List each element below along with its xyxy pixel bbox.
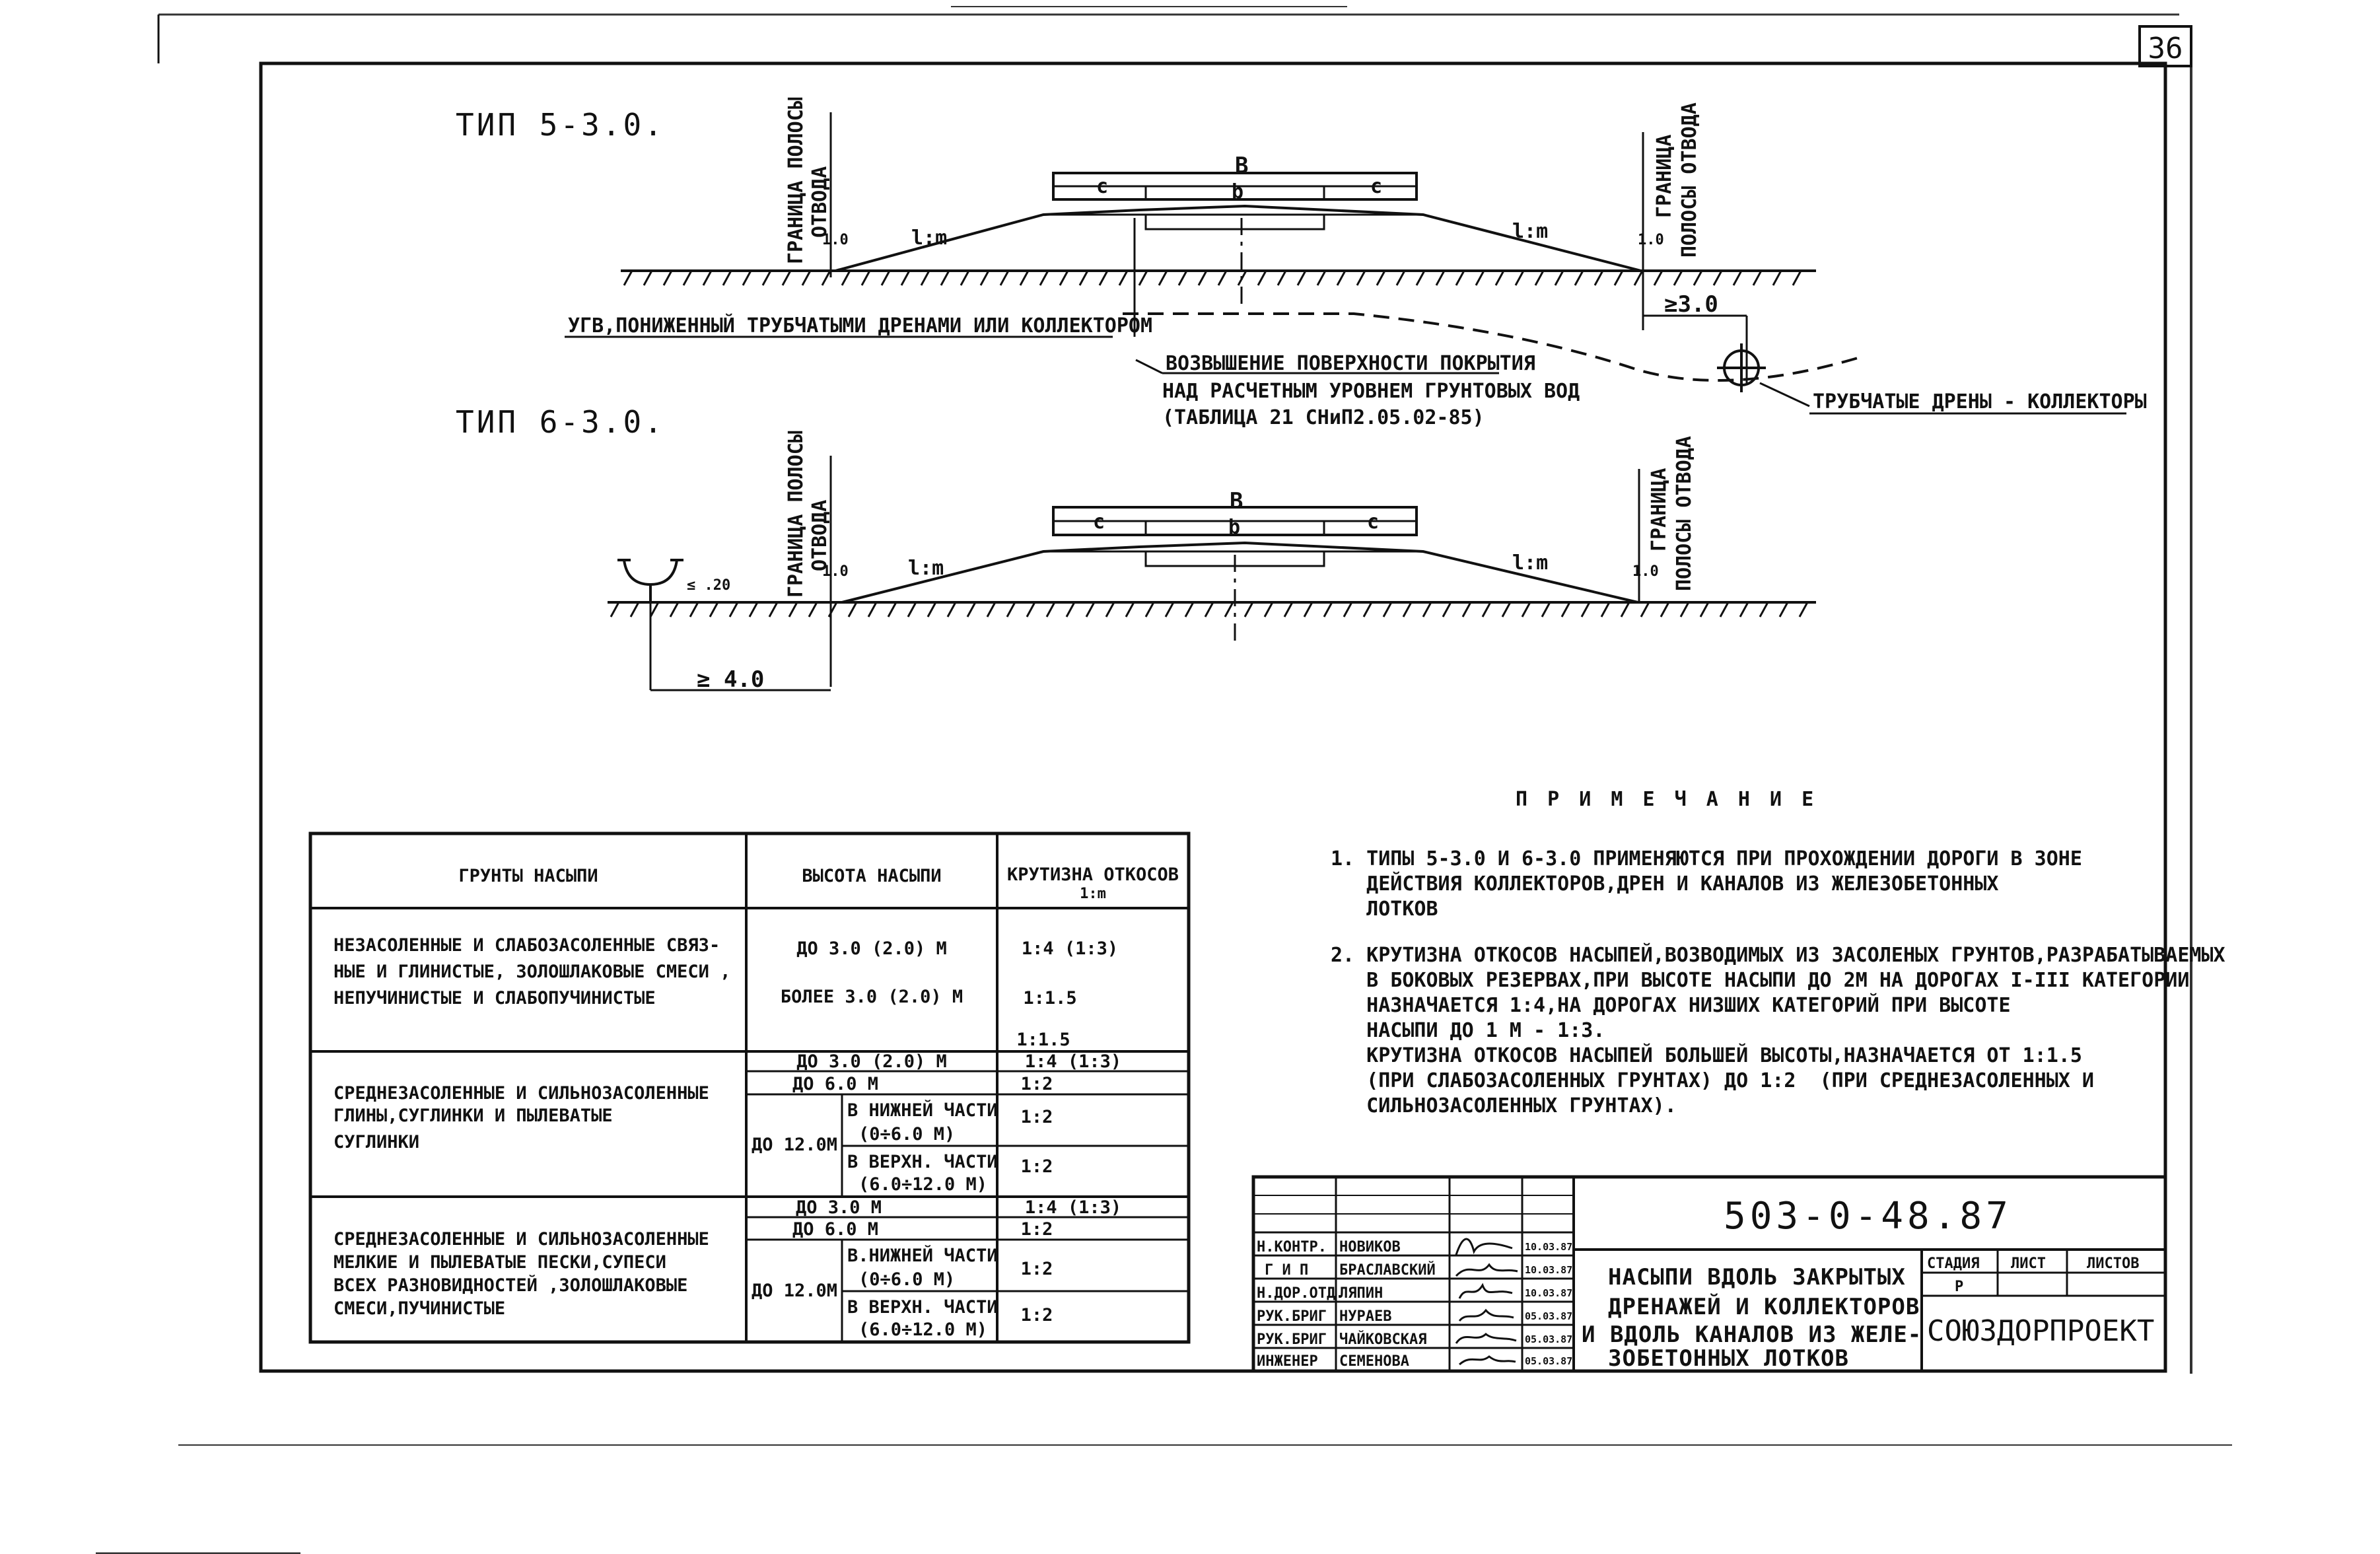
drawing-code: 503-0-48.87 <box>1724 1195 2012 1238</box>
group2-soil: СРЕДНЕЗАСОЛЕННЫЕ И СИЛЬНОЗАСОЛЕННЫЕ ГЛИНЫ,СУГЛИНКИ И ПЫЛЕВАТЫЕ СУГЛИНКИ <box>333 1083 709 1152</box>
person-role-4: РУК.БРИГ <box>1257 1308 1327 1325</box>
drain-label: ТРУБЧАТЫЕ ДРЕНЫ - КОЛЛЕКТОРЫ <box>1813 390 2147 413</box>
shoulder-label-right: c <box>1370 175 1383 198</box>
group1-soil: НЕЗАСОЛЕННЫЕ И СЛАБОЗАСОЛЕННЫЕ СВЯЗ- НЫЕ И ГЛИНИСТЫЕ, ЗОЛОШЛАКОВЫЕ СМЕСИ , НЕПУЧИНИСТЫЕ И СЛАБОПУЧИНИСТЫЕ <box>333 935 731 1008</box>
group3-sub2: В ВЕРХН. ЧАСТИ (6.0÷12.0 М) <box>847 1297 998 1340</box>
type-6-section <box>456 404 1816 693</box>
shoulder-label-right-6: c <box>1367 511 1380 534</box>
group3-height2: ДО 6.0 М <box>792 1219 879 1240</box>
person-date-6: 05.03.87 <box>1525 1355 1573 1367</box>
width-label-6: B <box>1230 488 1243 514</box>
group2-slope3: 1:2 <box>1020 1107 1053 1127</box>
ground-hatching <box>624 271 1801 285</box>
ground-hatching-6 <box>611 602 1807 617</box>
table-header-ratio: 1:m <box>1080 886 1106 902</box>
person-date-5: 05.03.87 <box>1525 1333 1573 1345</box>
person-date-4: 05.03.87 <box>1525 1310 1573 1322</box>
person-date-2: 10.03.87 <box>1525 1264 1573 1276</box>
carriageway-label: b <box>1232 180 1244 203</box>
group3-slope2: 1:2 <box>1020 1219 1053 1240</box>
right-boundary-text: ГРАНИЦА ПОЛОСЫ ОТВОДА <box>1653 102 1701 258</box>
concrete-flume-icon <box>617 560 683 602</box>
group1-slope2: 1:1.5 <box>1023 988 1077 1008</box>
group3-slope3: 1:2 <box>1020 1259 1053 1279</box>
type-5-section <box>456 85 2147 429</box>
drain-pipe-symbol <box>1717 343 1766 392</box>
group2-sub2: В ВЕРХН. ЧАСТИ (6.0÷12.0 М) <box>847 1152 998 1195</box>
group3-height3: ДО 12.0М <box>751 1281 838 1301</box>
group1-height2: БОЛЕЕ 3.0 (2.0) М <box>780 987 963 1007</box>
type-5-title: ТИП 5-3.0. <box>456 107 665 143</box>
soil-table-text <box>333 865 1179 1340</box>
title-block-text <box>1257 1195 2154 1372</box>
slope-label-left-6: l:m <box>908 557 944 580</box>
shoulder-label-left-6: c <box>1093 511 1105 534</box>
table-header-slope: КРУТИЗНА ОТКОСОВ <box>1006 865 1179 885</box>
group3-height1: ДО 3.0 М <box>795 1197 882 1218</box>
sheet-number: 36 <box>2148 32 2183 65</box>
drawing-title: НАСЫПИ ВДОЛЬ ЗАКРЫТЫХ ДРЕНАЖЕЙ И КОЛЛЕКТОРОВ И ВДОЛЬ КАНАЛОВ ИЗ ЖЕЛЕ- ЗОБЕТОННЫХ ЛОТКОВ <box>1582 1264 1922 1372</box>
person-name-2: БРАСЛАВСКИЙ <box>1339 1262 1436 1279</box>
shoulder-label-left: c <box>1096 175 1109 198</box>
drain-distance: ≥3.0 <box>1664 291 1718 318</box>
person-name-1: НОВИКОВ <box>1339 1239 1401 1255</box>
width-label: B <box>1235 153 1249 179</box>
person-name-5: ЧАЙКОВСКАЯ <box>1339 1331 1427 1348</box>
left-offset: 1.0 <box>822 232 849 248</box>
notes-text: 1. ТИПЫ 5-3.0 И 6-3.0 ПРИМЕНЯЮТСЯ ПРИ ПРОХОЖДЕНИИ ДОРОГИ В ЗОНЕ ДЕЙСТВИЯ КОЛЛЕКТОРОВ,ДРЕН И КАНАЛОВ ИЗ ЖЕЛЕЗОБЕТОННЫХ ЛОТКОВ 2. КРУТИЗНА ОТКОСОВ НАСЫПЕЙ,ВОЗВОДИМЫХ ИЗ ЗАСОЛЕНЫХ ГРУНТОВ,РАЗРАБАТЫВАЕМЫХ В БОКОВЫХ РЕЗЕРВАХ,ПРИ ВЫСОТЕ НАСЫПИ ДО 2М НА ДОРОГАХ I-III КАТЕГОРИИ НАЗНАЧАЕТСЯ 1:4,НА ДОРОГАХ НИЗШИХ КАТЕГОРИЙ ПРИ ВЫСОТЕ НАСЫПИ ДО 1 М - 1:3. КРУТИЗНА ОТКОСОВ НАСЫПЕЙ БОЛЬШЕЙ ВЫСОТЫ,НАЗНАЧАЕТСЯ ОТ 1:1.5 (ПРИ СЛАБОЗАСОЛЕННЫХ ГРУНТАХ) ДО 1:2 (ПРИ СРЕДНЕЗАСОЛЕННЫХ И СИЛЬНОЗАСОЛЕННЫХ ГРУНТАХ). <box>1331 847 2225 1117</box>
slope-label-right: l:m <box>1512 220 1549 243</box>
type-6-title: ТИП 6-3.0. <box>456 404 665 440</box>
left-boundary-text-6: ГРАНИЦА ПОЛОСЫ ОТВОДА <box>785 431 831 598</box>
group2-slope2: 1:2 <box>1020 1074 1053 1094</box>
person-name-3: ЛЯПИН <box>1339 1285 1383 1302</box>
left-boundary-text: ГРАНИЦА ПОЛОСЫ ОТВОДА <box>785 97 831 264</box>
group1-height1: ДО 3.0 (2.0) М <box>796 938 947 959</box>
group3-soil: СРЕДНЕЗАСОЛЕННЫЕ И СИЛЬНОЗАСОЛЕННЫЕ МЕЛКИЕ И ПЫЛЕВАТЫЕ ПЕСКИ,СУПЕСИ ВСЕХ РАЗНОВИДНОСТЕЙ ,ЗОЛОШЛАКОВЫЕ СМЕСИ,ПУЧИНИСТЫЕ <box>333 1229 709 1319</box>
organization-name: СОЮЗДОРПРОЕКТ <box>1927 1314 2155 1348</box>
notes-heading: П Р И М Е Ч А Н И Е <box>1516 788 1818 811</box>
person-date-3: 10.03.87 <box>1525 1287 1573 1299</box>
person-role-3: Н.ДОР.ОТД. <box>1257 1285 1345 1302</box>
group1-slope1: 1:4 (1:3) <box>1021 938 1119 959</box>
group3-sub1: В.НИЖНЕЙ ЧАСТИ (0÷6.0 М) <box>847 1246 998 1290</box>
gwl-note: УГВ,ПОНИЖЕННЫЙ ТРУБЧАТЫМИ ДРЕНАМИ ИЛИ КОЛЛЕКТОРОМ <box>568 314 1153 337</box>
pavement-box <box>1146 215 1324 229</box>
right-boundary-text-6: ГРАНИЦА ПОЛОСЫ ОТВОДА <box>1648 436 1696 591</box>
stage-value: Р <box>1955 1279 1964 1295</box>
right-offset-6: 1.0 <box>1632 563 1659 580</box>
group2-height3: ДО 12.0М <box>751 1135 838 1155</box>
table-header-height: ВЫСОТА НАСЫПИ <box>802 866 942 886</box>
person-role-2: Г И П <box>1265 1262 1309 1279</box>
flume-distance: ≥ 4.0 <box>697 666 765 693</box>
left-offset-6: 1.0 <box>822 563 849 580</box>
group3-slope4: 1:2 <box>1020 1305 1053 1325</box>
carriageway-label-6: b <box>1228 516 1241 539</box>
person-date-1: 10.03.87 <box>1525 1241 1573 1253</box>
sheet-header: ЛИСТ <box>2011 1255 2046 1272</box>
group3-slope1: 1:4 (1:3) <box>1024 1197 1122 1218</box>
right-offset: 1.0 <box>1638 232 1664 248</box>
stage-header: СТАДИЯ <box>1927 1255 1980 1272</box>
group2-slope4: 1:2 <box>1020 1156 1053 1177</box>
sheets-header: ЛИСТОВ <box>2087 1255 2140 1272</box>
group2-height1: ДО 3.0 (2.0) М <box>796 1051 947 1072</box>
elevation-note: ВОЗВЫШЕНИЕ ПОВЕРХНОСТИ ПОКРЫТИЯ НАД РАСЧЕТНЫМ УРОВНЕМ ГРУНТОВЫХ ВОД (ТАБЛИЦА 21 СНиП2.05.02-85) <box>1162 352 1580 429</box>
group1-slope3: 1:1.5 <box>1016 1030 1070 1050</box>
slope-label-right-6: l:m <box>1512 551 1549 575</box>
flume-height: ≤ .20 <box>687 577 731 594</box>
group2-slope1: 1:4 (1:3) <box>1024 1051 1122 1072</box>
person-role-6: ИНЖЕНЕР <box>1257 1353 1318 1370</box>
table-header-soil: ГРУНТЫ НАСЫПИ <box>458 866 598 886</box>
person-name-6: СЕМЕНОВА <box>1339 1353 1409 1370</box>
person-name-4: НУРАЕВ <box>1339 1308 1392 1325</box>
group2-sub1: В НИЖНЕЙ ЧАСТИ (0÷6.0 М) <box>847 1100 998 1145</box>
person-role-5: РУК.БРИГ <box>1257 1331 1327 1348</box>
slope-label-left: l:m <box>911 227 948 250</box>
drawing-frame <box>261 63 2165 1371</box>
person-role-1: Н.КОНТР. <box>1257 1239 1327 1255</box>
group2-height2: ДО 6.0 М <box>792 1074 879 1094</box>
